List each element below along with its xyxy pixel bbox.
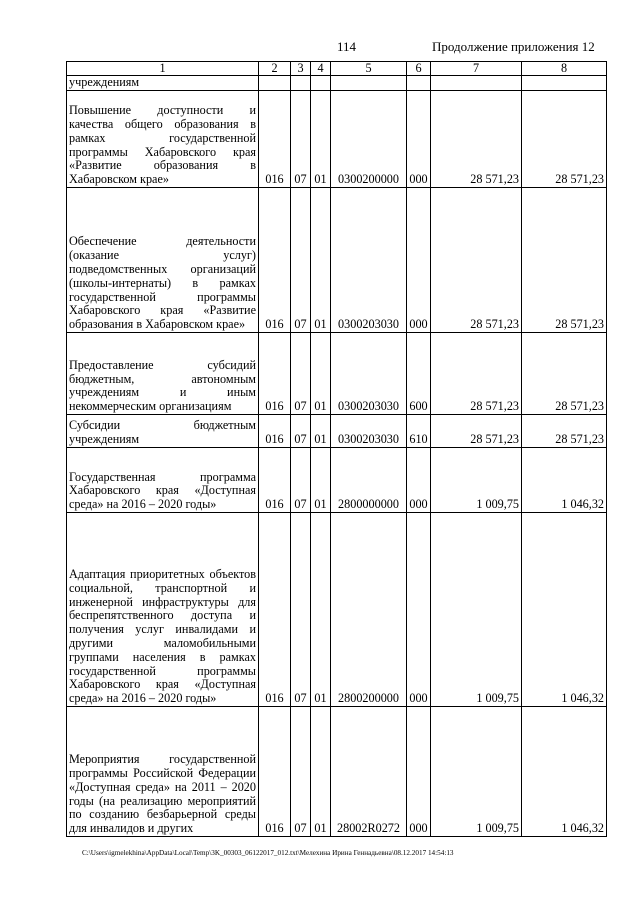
row-amount-1 [431,76,522,91]
row-subsection: 01 [311,333,331,415]
row-amount-1: 1 009,75 [431,707,522,837]
row-subsection [311,76,331,91]
row-target: 0300203030 [331,333,407,415]
appendix-label: Продолжение приложения 12 [432,39,595,54]
row-amount-2: 28 571,23 [522,415,607,448]
row-target: 0300200000 [331,91,407,188]
row-code: 016 [259,513,291,707]
table-row [67,91,607,188]
table-row [67,415,607,448]
row-expense-type: 000 [407,707,431,837]
row-amount-1: 1 009,75 [431,448,522,513]
row-code: 016 [259,188,291,333]
row-code: 016 [259,333,291,415]
column-header: 2 [259,62,291,76]
row-target: 28002R0272 [331,707,407,837]
row-section: 07 [291,91,311,188]
row-subsection: 01 [311,415,331,448]
row-name: Мероприятия государственной программы Российской Федерации «Доступная среда» на 2011 – 2020 годы (на реализацию мероприятий по созданию безбарьерной среды для инвалидов и других [67,707,259,837]
column-header: 7 [431,62,522,76]
row-expense-type: 000 [407,513,431,707]
column-header: 8 [522,62,607,76]
row-amount-2: 28 571,23 [522,333,607,415]
row-amount-1: 28 571,23 [431,333,522,415]
row-amount-2: 28 571,23 [522,91,607,188]
row-expense-type: 600 [407,333,431,415]
row-subsection: 01 [311,707,331,837]
row-section: 07 [291,707,311,837]
row-code [259,76,291,91]
row-code: 016 [259,448,291,513]
column-header: 1 [67,62,259,76]
row-name: Адаптация приоритетных объектов социальной, транспортной и инженерной инфраструктуры для беспрепятственного доступа и получения услуг инвалидами и другими маломобильными группами населения в рамках государственной программы Хабаровского края «Доступная среда» на 2016 – 2020 годы» [67,513,259,707]
table-header-row [67,62,607,76]
row-target: 0300203030 [331,415,407,448]
row-target [331,76,407,91]
row-amount-2: 1 046,32 [522,707,607,837]
row-name: учреждениям [67,76,259,91]
row-expense-type [407,76,431,91]
row-section: 07 [291,513,311,707]
table-row [67,188,607,333]
row-name: Предоставление субсидий бюджетным, автономным учреждениям и иным некоммерческим организациям [67,333,259,415]
column-header: 6 [407,62,431,76]
row-target: 2800000000 [331,448,407,513]
row-amount-2 [522,76,607,91]
row-section: 07 [291,333,311,415]
table-row [67,707,607,837]
column-header: 3 [291,62,311,76]
table-row [67,513,607,707]
row-amount-1: 28 571,23 [431,188,522,333]
row-target: 2800200000 [331,513,407,707]
row-subsection: 01 [311,91,331,188]
row-code: 016 [259,415,291,448]
row-amount-2: 1 046,32 [522,513,607,707]
row-amount-1: 28 571,23 [431,91,522,188]
row-code: 016 [259,91,291,188]
row-section [291,76,311,91]
row-name: Повышение доступности и качества общего образования в рамках государственной программы Хабаровского края «Развитие образования в Хабаровском крае» [67,91,259,188]
row-name: Государственная программа Хабаровского края «Доступная среда» на 2016 – 2020 годы» [67,448,259,513]
table-row [67,76,607,91]
row-expense-type: 000 [407,188,431,333]
row-name: Субсидии бюджетным учреждениям [67,415,259,448]
row-section: 07 [291,188,311,333]
row-target: 0300203030 [331,188,407,333]
table-row [67,448,607,513]
page-header [0,39,640,57]
column-header: 4 [311,62,331,76]
table-row [67,333,607,415]
row-expense-type: 610 [407,415,431,448]
row-amount-1: 1 009,75 [431,513,522,707]
row-subsection: 01 [311,448,331,513]
row-expense-type: 000 [407,448,431,513]
row-amount-1: 28 571,23 [431,415,522,448]
file-path-footer: C:\Users\igmelekhina\AppData\Local\Temp\3K_00303_06122017_012.txt\Мелехина Ирина Геннадьевна\08.12.2017 14:54:13 [82,849,454,857]
column-header: 5 [331,62,407,76]
row-amount-2: 28 571,23 [522,188,607,333]
row-subsection: 01 [311,513,331,707]
row-amount-2: 1 046,32 [522,448,607,513]
row-code: 016 [259,707,291,837]
row-name: Обеспечение деятельности (оказание услуг) подведомственных организаций (школы-интернаты) в рамках государственной программы Хабаровского края «Развитие образования в Хабаровском крае» [67,188,259,333]
row-section: 07 [291,415,311,448]
row-expense-type: 000 [407,91,431,188]
row-section: 07 [291,448,311,513]
budget-table [66,61,607,837]
page-number: 114 [337,39,357,54]
row-subsection: 01 [311,188,331,333]
